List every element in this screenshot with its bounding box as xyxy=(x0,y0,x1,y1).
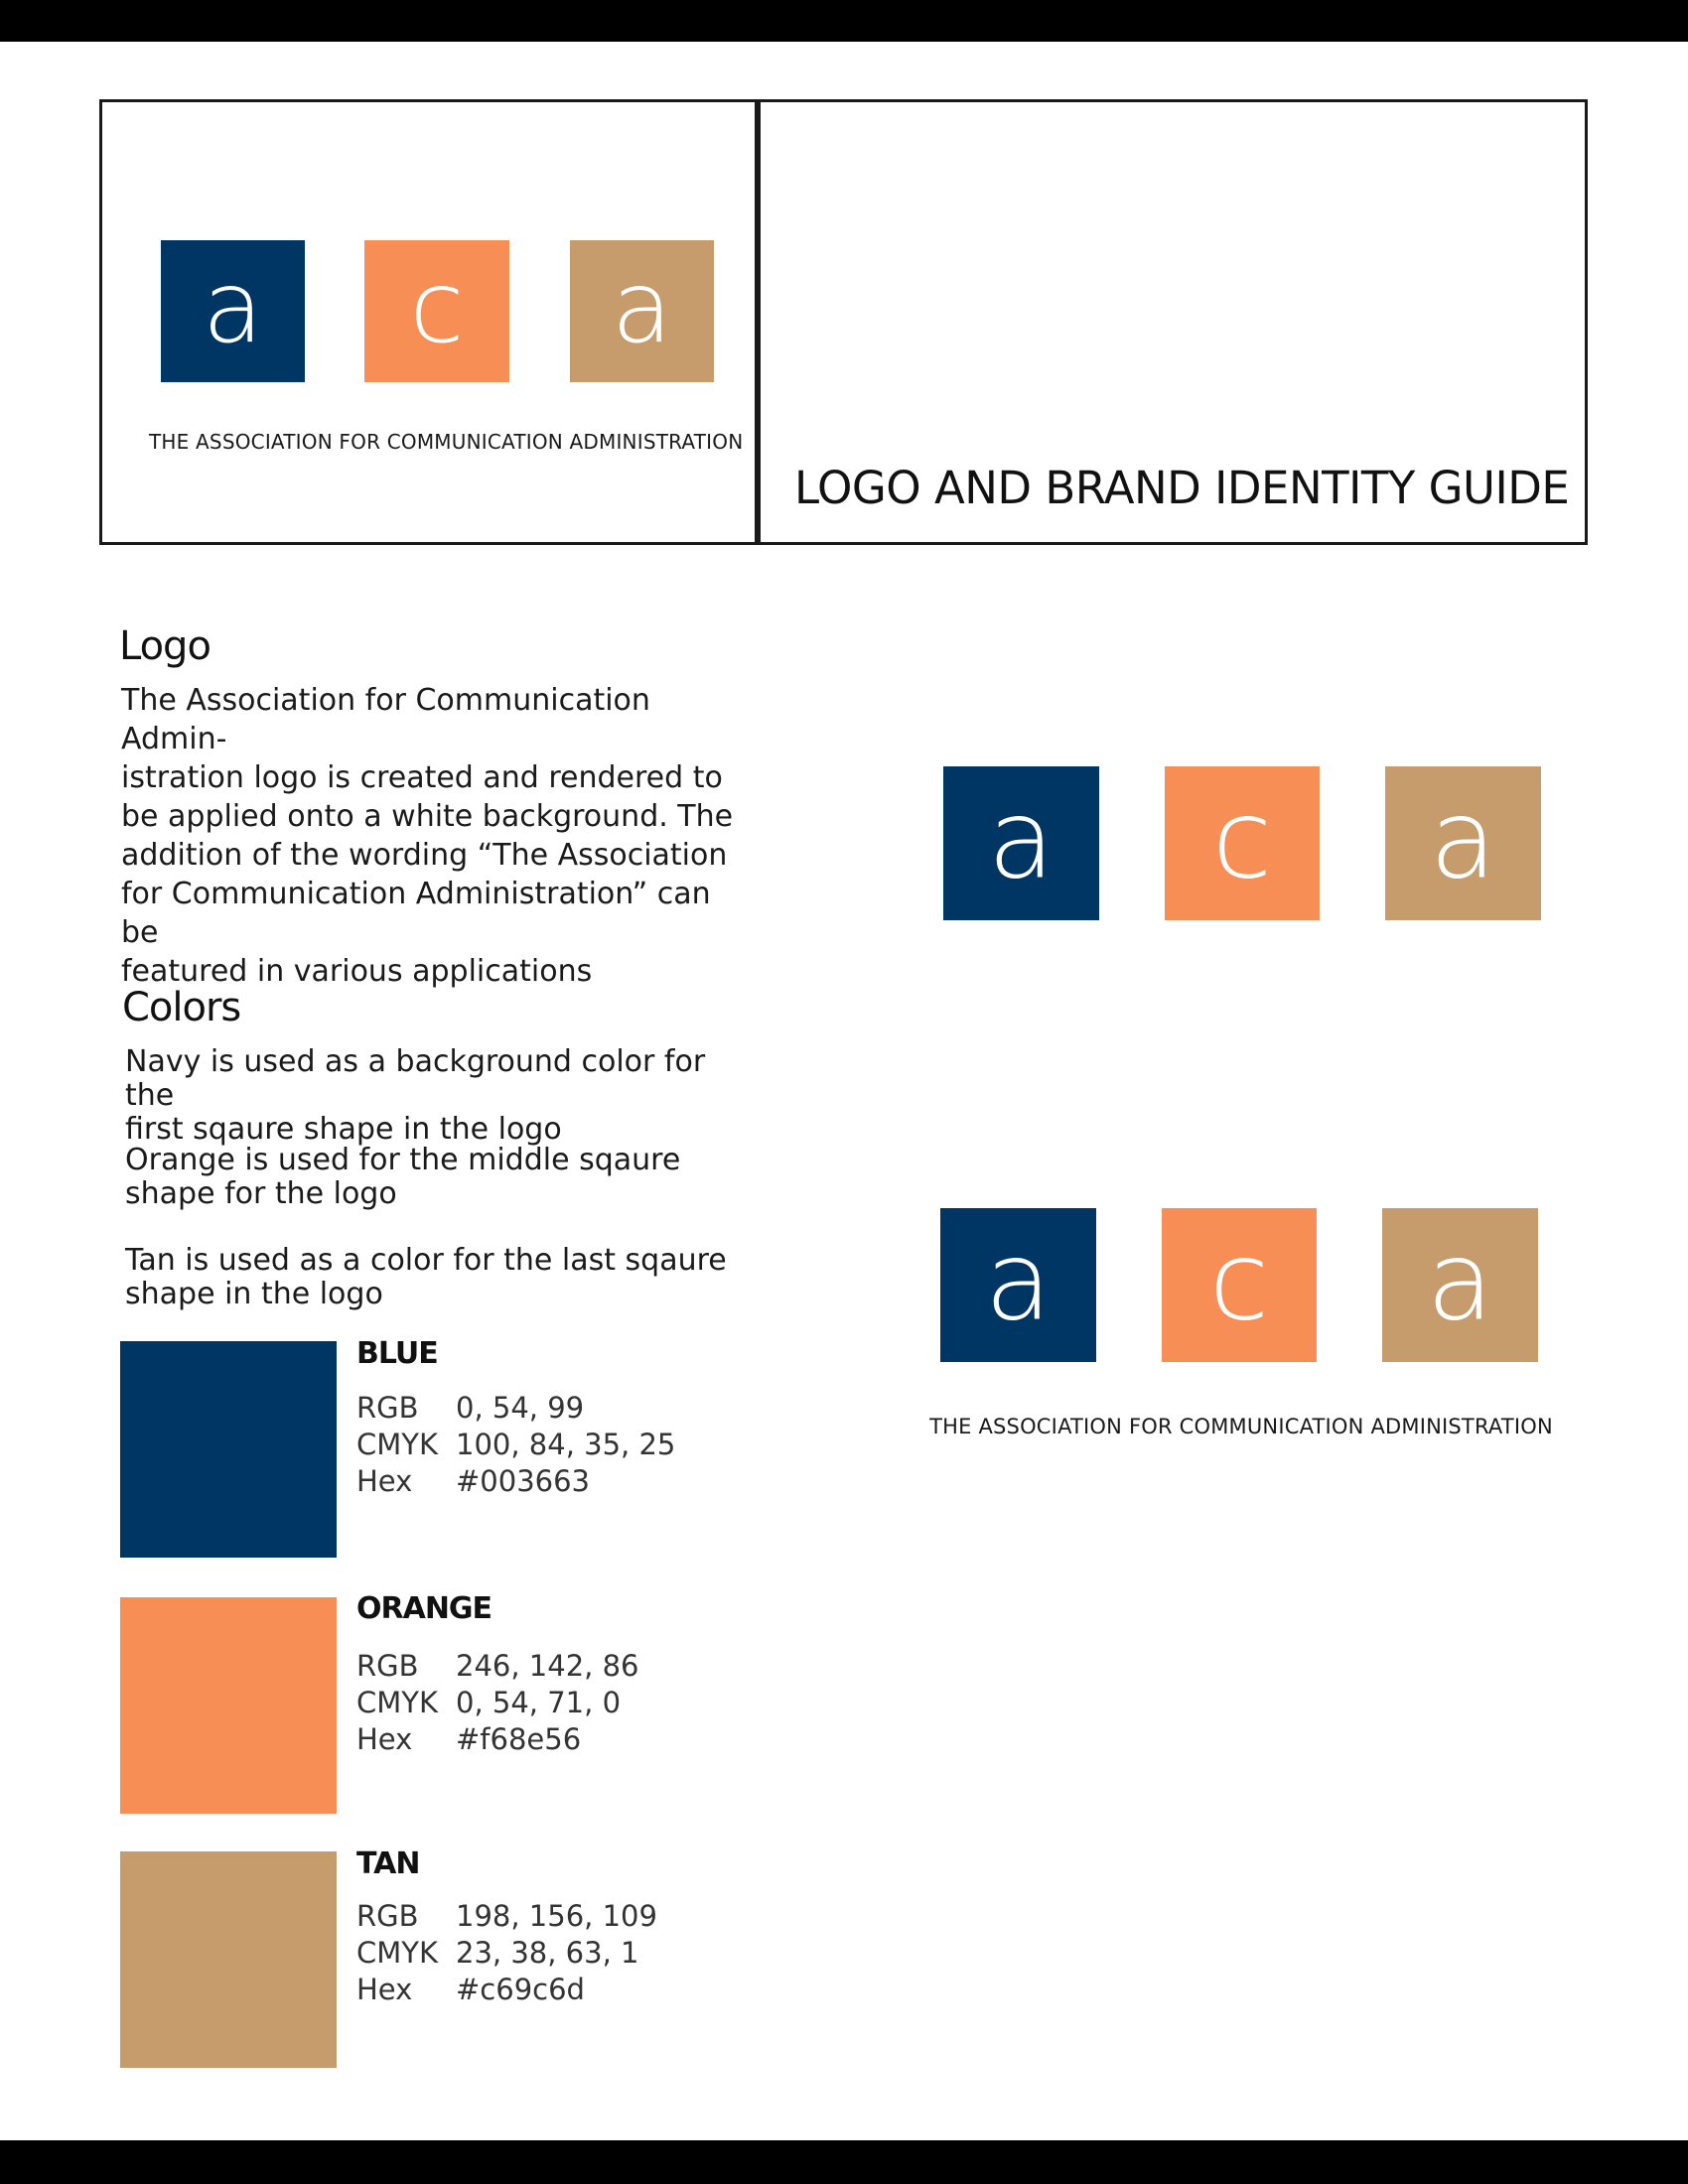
logo-letter-a: a xyxy=(1429,775,1497,903)
blue-cmyk-row xyxy=(356,1428,675,1461)
cmyk-label: CMYK xyxy=(356,1428,439,1461)
orange-rgb-value: 246, 142, 86 xyxy=(456,1649,639,1683)
rgb-label: RGB xyxy=(356,1391,419,1425)
orange-cmyk-row xyxy=(356,1686,621,1719)
tan-rgb-row xyxy=(356,1899,657,1933)
orange-swatch xyxy=(120,1597,337,1814)
tan-description-line: shape in the logo xyxy=(125,1277,383,1311)
header-divider xyxy=(755,99,761,545)
blue-swatch xyxy=(120,1341,337,1558)
top-border-bar xyxy=(0,0,1688,42)
logo-description-line: for Communication Administration” can be xyxy=(121,877,711,950)
blue-rgb-value: 0, 54, 99 xyxy=(456,1391,585,1425)
tan-hex-row xyxy=(356,1973,585,2006)
tan-description xyxy=(125,1244,761,1311)
logo-letter-a: a xyxy=(987,775,1055,903)
colors-heading: Colors xyxy=(122,985,241,1030)
orange-hex-row xyxy=(356,1722,581,1756)
rgb-label: RGB xyxy=(356,1899,419,1933)
logo-variant2-tagline: THE ASSOCIATION FOR COMMUNICATION ADMINISTRATION xyxy=(929,1415,1553,1438)
blue-rgb-row xyxy=(356,1391,584,1425)
logo-letter-c: c xyxy=(1211,775,1273,903)
blue-cmyk-value: 100, 84, 35, 25 xyxy=(456,1428,676,1461)
cmyk-label: CMYK xyxy=(356,1686,439,1719)
header-tagline: THE ASSOCIATION FOR COMMUNICATION ADMINISTRATION xyxy=(149,430,744,454)
navy-description xyxy=(125,1045,761,1147)
orange-cmyk-value: 0, 54, 71, 0 xyxy=(456,1686,622,1719)
logo-variant2-square-orange xyxy=(1162,1208,1317,1362)
logo-letter-a: a xyxy=(611,248,673,365)
navy-description-line: Navy is used as a background color for the xyxy=(125,1044,706,1113)
logo-letter-a: a xyxy=(1426,1217,1494,1345)
logo-letter-a: a xyxy=(202,248,264,365)
hex-label: Hex xyxy=(356,1464,413,1498)
logo-description-line: featured in various applications xyxy=(121,954,593,989)
logo-description xyxy=(121,681,737,991)
tan-description-line: Tan is used as a color for the last sqaure xyxy=(125,1243,727,1278)
orange-rgb-row xyxy=(356,1649,638,1683)
navy-description-line: first sqaure shape in the logo xyxy=(125,1112,562,1147)
tan-rgb-value: 198, 156, 109 xyxy=(456,1899,657,1933)
tan-cmyk-row xyxy=(356,1936,638,1970)
orange-swatch-title: ORANGE xyxy=(356,1591,492,1626)
orange-description-line: Orange is used for the middle sqaure xyxy=(125,1143,681,1177)
blue-hex-value: #003663 xyxy=(456,1464,591,1498)
hex-label: Hex xyxy=(356,1722,413,1756)
blue-hex-row xyxy=(356,1464,590,1498)
orange-description xyxy=(125,1144,761,1211)
header-logo-square-tan xyxy=(570,240,714,382)
hex-label: Hex xyxy=(356,1973,413,2006)
bottom-border-bar xyxy=(0,2140,1688,2184)
logo-variant2-square-navy xyxy=(940,1208,1096,1362)
logo-variant2-square-tan xyxy=(1382,1208,1538,1362)
logo-description-line: be applied onto a white background. The xyxy=(121,799,734,834)
tan-swatch-title: TAN xyxy=(356,1846,420,1881)
logo-variant1-square-orange xyxy=(1165,766,1320,920)
logo-letter-c: c xyxy=(409,248,465,365)
logo-variant1-square-tan xyxy=(1385,766,1541,920)
logo-heading: Logo xyxy=(119,623,211,669)
logo-letter-c: c xyxy=(1208,1217,1270,1345)
header-logo-square-navy xyxy=(161,240,305,382)
guide-title: LOGO AND BRAND IDENTITY GUIDE xyxy=(794,462,1570,514)
logo-variant1-square-navy xyxy=(943,766,1099,920)
blue-swatch-title: BLUE xyxy=(356,1336,438,1371)
cmyk-label: CMYK xyxy=(356,1936,439,1970)
logo-description-line: istration logo is created and rendered to xyxy=(121,760,723,795)
orange-hex-value: #f68e56 xyxy=(456,1722,582,1756)
logo-letter-a: a xyxy=(984,1217,1053,1345)
orange-description-line: shape for the logo xyxy=(125,1176,397,1211)
rgb-label: RGB xyxy=(356,1649,419,1683)
tan-cmyk-value: 23, 38, 63, 1 xyxy=(456,1936,639,1970)
logo-description-line: The Association for Communication Admin- xyxy=(121,683,650,756)
tan-swatch xyxy=(120,1851,337,2068)
tan-hex-value: #c69c6d xyxy=(456,1973,585,2006)
logo-description-line: addition of the wording “The Association xyxy=(121,838,728,873)
header-logo-square-orange xyxy=(364,240,509,382)
